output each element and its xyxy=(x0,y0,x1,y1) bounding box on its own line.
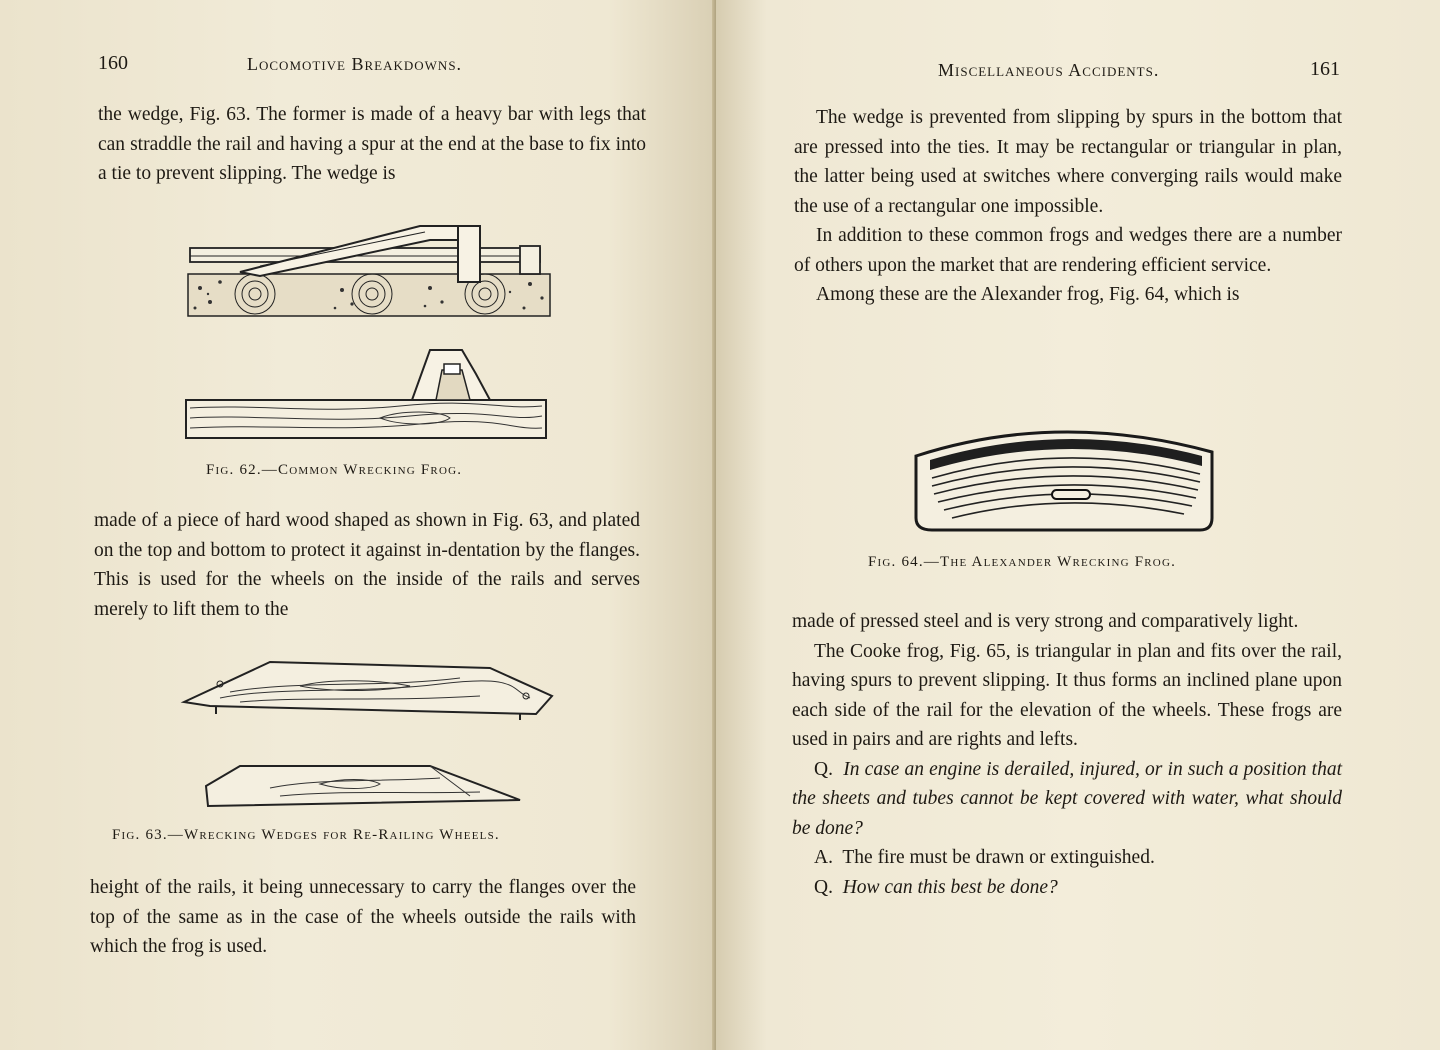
wrecking-wedges-drawing xyxy=(180,656,560,816)
left-paragraph-2 xyxy=(94,506,640,624)
fig64-caption: Fig. 64.—The Alexander Wrecking Frog. xyxy=(868,554,1177,570)
right-page xyxy=(716,0,1440,1050)
q2-text: How can this best be done? xyxy=(842,876,1058,898)
fig63-illustration xyxy=(180,656,560,816)
fig64-illustration xyxy=(908,418,1228,538)
fig63-caption: Fig. 63.—Wrecking Wedges for Re-Railing Wheels. xyxy=(112,827,500,843)
right-text-block-2 xyxy=(792,607,1342,902)
left-paragraph-1 xyxy=(98,100,646,189)
page-number-right: 161 xyxy=(1310,58,1340,80)
page-number-left: 160 xyxy=(98,52,128,74)
left-page xyxy=(0,0,716,1050)
fig62-illustration xyxy=(180,218,560,448)
answer-1 xyxy=(792,843,1342,873)
q1-text: In case an engine is derailed, injured, or in such a position that the sheets and tubes cannot be kept covered with water, what should be done? xyxy=(792,758,1342,839)
right-para3-text: Among these are the Alexander frog, Fig. 64, which is xyxy=(816,284,1240,305)
right-text-block-1 xyxy=(794,103,1342,310)
wrecking-frog-drawing xyxy=(180,218,560,448)
running-head-left: Locomotive Breakdowns. xyxy=(247,54,463,74)
question-1 xyxy=(792,755,1342,844)
q2-label: Q. xyxy=(814,876,833,898)
right-para1-text: The wedge is prevented from slipping by spurs in the bottom that are pressed into the ties. It may be rectangular or triangular in plan, the latter being used at switches where converging rails would make the use of a rectangular one impossible. xyxy=(794,107,1342,217)
left-para2-text: made of a piece of hard wood shaped as shown in Fig. 63, and plated on the top and bottom to protect it against in-dentation by the flanges. This is used for the wheels on the inside of the rails and serves merely to lift them to the xyxy=(94,510,640,620)
left-paragraph-3 xyxy=(90,873,636,962)
left-para1-text: the wedge, Fig. 63. The former is made of a heavy bar with legs that can straddle the rail and having a spur at the end at the base to fix into a tie to prevent slipping. The wedge is xyxy=(98,104,646,184)
left-para3-text: height of the rails, it being unnecessary to carry the flanges over the top of the same as in the case of the wheels outside the rails with which the frog is used. xyxy=(90,877,636,957)
running-head-right: Miscellaneous Accidents. xyxy=(938,60,1160,80)
a1-text: The fire must be drawn or extinguished. xyxy=(842,847,1155,868)
right-para4-text: made of pressed steel and is very strong and comparatively light. xyxy=(792,611,1299,632)
fig62-caption: Fig. 62.—Common Wrecking Frog. xyxy=(206,462,463,478)
a1-label: A. xyxy=(814,847,833,868)
right-para5-text: The Cooke frog, Fig. 65, is triangular in plan and fits over the rail, having spurs to prevent slipping. It thus forms an inclined plane upon each side of the rail for the elevation of the wheels. These frogs are used in pairs and are rights and lefts. xyxy=(792,640,1342,750)
q1-label: Q. xyxy=(814,758,833,780)
alexander-frog-drawing xyxy=(908,418,1228,538)
right-para2-text: In addition to these common frogs and wedges there are a number of others upon the market that are rendering efficient service. xyxy=(794,225,1342,276)
question-2 xyxy=(792,873,1342,903)
